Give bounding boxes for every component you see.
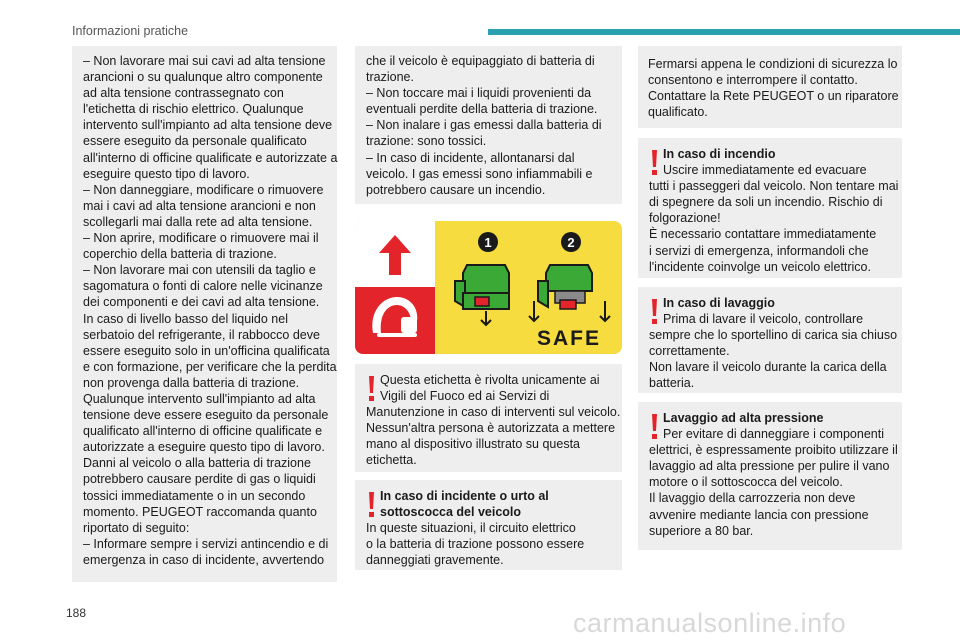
column-2-text: [355, 46, 622, 204]
text-line: serbatoio del refrigerante, il rabbocco deve: [83, 327, 320, 342]
warning-box-high-pressure: [638, 402, 902, 550]
text-line: potrebbero causare perdite di gas o liquidi: [83, 472, 316, 487]
text-line: momento. PEUGEOT raccomanda quanto: [83, 504, 317, 519]
column-3-lines: [648, 56, 899, 120]
warning-title: In caso di incendio: [663, 147, 776, 161]
text-line: – Non toccare mai i liquidi provenienti da: [366, 86, 592, 101]
text-line: – Non inalare i gas emessi dalla batteria di: [366, 118, 602, 133]
text-line: potrebbero causare un incendio.: [366, 182, 546, 197]
text-line: sempre che lo sportellino di carica sia chiuso: [649, 328, 898, 343]
battery-disconnect-device-1-icon: [455, 265, 509, 325]
text-line: Fermarsi appena le condizioni di sicurezza lo: [648, 57, 898, 71]
text-line: essere eseguito da personale qualificato: [83, 134, 307, 149]
text-line: elettrici, è espressamente proibito utilizzare il: [649, 443, 898, 458]
text-line: all'interno di officine qualificate e autorizzate a: [83, 150, 338, 165]
text-line: – Non lavorare mai sui cavi ad alta tensione: [83, 54, 326, 68]
warning-box-label-info: [355, 364, 622, 472]
text-line: consentono e interrompere il contatto.: [648, 73, 858, 88]
column-1-lines: [83, 53, 338, 568]
warning-text-lines: [649, 327, 898, 391]
text-line: trazione: sono tossici.: [366, 134, 487, 149]
text-line: sagomatura o fonti di calore nelle vicinanze: [83, 279, 323, 294]
warning-exclamation-icon: [652, 299, 658, 325]
warning-box-accident: [355, 480, 622, 570]
text-line: – Non lavorare mai con utensili da taglio e: [83, 263, 316, 278]
text-line: Il lavaggio della carrozzeria non deve: [649, 491, 856, 506]
text-line: – Non danneggiare, modificare o rimuovere: [83, 182, 324, 197]
text-line: qualificato all'interno di officine qualificate e: [83, 424, 323, 439]
text-line: che il veicolo è equipaggiato di batteria di: [366, 54, 595, 68]
warning-exclamation-icon: [369, 492, 375, 518]
svg-text:1: 1: [484, 235, 492, 250]
text-line: riportato di seguito:: [83, 520, 190, 535]
warning-text: Per evitare di danneggiare i componenti: [663, 427, 884, 442]
text-line: Nessun'altra persona è autorizzata a mettere: [366, 421, 616, 436]
text-line: dei componenti e dei cavi ad alta tensione.: [83, 295, 320, 310]
warning-title: sottoscocca del veicolo: [380, 505, 522, 520]
warning-box-washing: [638, 287, 902, 393]
column-3-intro: [638, 46, 902, 128]
text-line: intervento sull'impianto ad alta tensione deve: [83, 118, 333, 133]
text-line: mai i cavi ad alta tensione arancioni e non: [83, 198, 316, 213]
warning-title: In caso di lavaggio: [663, 296, 775, 310]
text-line: di spegnere da soli un incendio. Rischio di: [649, 195, 883, 210]
warning-text-lines: [366, 520, 614, 568]
warning-exclamation-icon: [652, 150, 658, 176]
text-line: danneggiati gravemente.: [366, 553, 504, 568]
text-line: Danni al veicolo o alla batteria di trazione: [83, 456, 311, 471]
svg-text:2: 2: [567, 235, 575, 250]
text-line: – Informare sempre i servizi antincendio e di: [83, 536, 329, 551]
text-line: – Non aprire, modificare o rimuovere mai il: [83, 231, 319, 246]
text-line: emergenza in caso di incidente, avvertendo: [83, 552, 325, 567]
text-line: Contattare la Rete PEUGEOT o un riparatore: [648, 89, 899, 104]
warning-exclamation-icon: [652, 414, 658, 440]
section-title: Informazioni pratiche: [72, 24, 189, 38]
text-line: avvenire mediante lancia con pressione: [649, 507, 869, 522]
warning-text-lines: [649, 178, 899, 275]
text-line: correttamente.: [649, 344, 730, 359]
text-line: lavaggio ad alta pressione per pulire il vano: [649, 459, 890, 474]
text-line: trazione.: [366, 70, 414, 85]
text-line: Qualunque intervento sull'impianto ad alta: [83, 391, 316, 406]
text-line: l'etichetta di rischio elettrico. Qualunque: [83, 102, 304, 117]
warning-exclamation-icon: [369, 376, 375, 402]
text-line: non provenga dalla batteria di trazione.: [83, 375, 300, 390]
text-line: eseguire questo tipo di lavoro.: [83, 166, 250, 181]
text-line: In queste situazioni, il circuito elettrico: [366, 521, 576, 536]
text-line: autorizzate a eseguire questo tipo di lavoro.: [83, 440, 325, 455]
header-accent-bar: [488, 29, 960, 35]
text-line: folgorazione!: [649, 211, 721, 226]
text-line: arancioni o su qualunque altro componente: [83, 70, 323, 85]
text-line: eventuali perdite della batteria di trazione.: [366, 102, 598, 117]
text-line: – In caso di incidente, allontanarsi dal: [366, 150, 575, 165]
warning-text: Questa etichetta è rivolta unicamente ai: [380, 373, 600, 387]
badge-2-icon: [561, 232, 581, 252]
text-line: Manutenzione in caso di interventi sul veicolo.: [366, 405, 621, 420]
text-line: veicolo. I gas emessi sono infiammabili e: [366, 166, 593, 181]
badge-1-icon: [478, 232, 498, 252]
text-line: tensione deve essere eseguito da personale: [83, 408, 329, 423]
text-line: tutti i passeggeri dal veicolo. Non tentare mai: [649, 179, 899, 194]
text-line: scollegarli mai dalla rete ad alta tensione.: [83, 214, 313, 229]
text-line: coperchio della batteria di trazione.: [83, 247, 277, 262]
text-line: Non lavare il veicolo durante la carica della: [649, 360, 887, 375]
page-number: 188: [66, 606, 87, 620]
text-line: l'incidente coinvolge un veicolo elettrico.: [649, 259, 871, 274]
safe-label: SAFE: [536, 327, 602, 350]
text-line: tossici immediatamente o in un secondo: [83, 488, 306, 503]
hv-rescue-label-image: [355, 221, 622, 354]
watermark: carmanualsonline.info: [573, 608, 847, 638]
column-1-text: [72, 46, 337, 582]
warning-title: In caso di incidente o urto al: [380, 489, 549, 503]
warning-text-lines: [366, 404, 621, 468]
firefighter-helmet-icon: [372, 297, 417, 337]
text-line: qualificato.: [648, 105, 708, 120]
text-line: mano al dispositivo illustrato su questa: [366, 437, 581, 452]
battery-disconnect-device-2-icon: [529, 265, 610, 321]
text-line: i servizi di emergenza, informandoli che: [649, 243, 869, 258]
text-line: o la batteria di trazione possono essere: [366, 537, 585, 552]
text-line: È necessario contattare immediatamente: [649, 227, 877, 242]
text-line: batteria.: [649, 376, 695, 391]
text-line: ad alta tensione contrassegnato con: [83, 86, 284, 101]
warning-text: Vigili del Fuoco ed ai Servizi di: [380, 389, 550, 404]
text-line: e con formazione, per verificare che la perdita: [83, 359, 337, 374]
warning-text: Prima di lavare il veicolo, controllare: [663, 312, 864, 327]
text-line: motore o il sottoscocca del veicolo.: [649, 475, 843, 490]
text-line: superiore a 80 bar.: [649, 523, 754, 538]
text-line: essere eseguito solo in un'officina qualificata: [83, 343, 330, 358]
text-line: etichetta.: [366, 453, 417, 468]
up-arrow-icon: [379, 235, 411, 275]
warning-title: Lavaggio ad alta pressione: [663, 411, 824, 425]
warning-text: Uscire immediatamente ed evacuare: [663, 163, 867, 178]
warning-text-lines: [649, 442, 898, 539]
warning-box-fire: [638, 138, 902, 278]
text-line: In caso di livello basso del liquido nel: [83, 311, 288, 326]
column-2-lines: [366, 53, 614, 198]
